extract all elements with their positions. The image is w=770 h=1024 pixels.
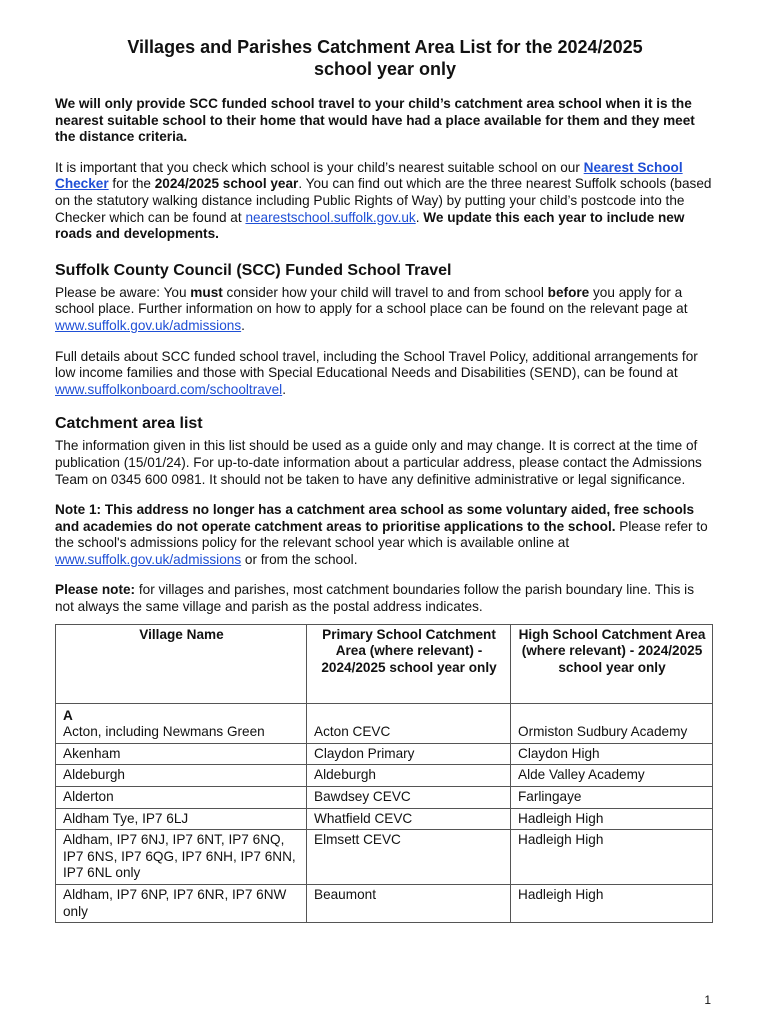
checker-paragraph: It is important that you check which school is your child’s nearest suitable school on our Nearest School Checker for the 2024/2025 school year. You can find out which are the three nearest Suffolk schools (based on the statutory walking distance including Public Rights of Way) by putting your child’s postcode into the Checker which can be found at nearestschool.suffolk.gov.uk. We update this each year to include new roads and developments. — [55, 159, 712, 242]
high-cell: Hadleigh High — [511, 830, 713, 885]
note-1-paragraph: Note 1: This address no longer has a catchment area school as some voluntary aided, free schools and academies do not operate catchment areas to prioritise applications to the school. Please refer to the school's admissions policy for the relevant school year which is available online at www.suffolk.gov.uk/admissions or from the school. — [55, 502, 708, 567]
village-cell: Aldham Tye, IP7 6LJ — [56, 808, 307, 830]
high-cell: Hadleigh High — [511, 808, 713, 830]
village-cell: Aldeburgh — [56, 765, 307, 787]
table-row — [56, 885, 713, 923]
primary-cell: Aldeburgh — [307, 765, 511, 787]
please-note-paragraph: Please note: for villages and parishes, most catchment boundaries follow the parish boundary line. This is not always the same village and parish as the postal address indicates. — [55, 582, 694, 615]
primary-cell: Elmsett CEVC — [307, 830, 511, 885]
primary-cell: Claydon Primary — [307, 743, 511, 765]
page-title — [55, 36, 715, 80]
table-row — [56, 787, 713, 809]
village-cell: Alderton — [56, 787, 307, 809]
table-header-row — [56, 624, 713, 703]
primary-cell: Acton CEVC — [307, 703, 511, 743]
village-cell: Akenham — [56, 743, 307, 765]
nearest-school-checker-link[interactable]: Nearest School Checker — [55, 159, 683, 192]
catchment-table — [55, 624, 713, 924]
header-primary: Primary School Catchment Area (where relevant) - 2024/2025 school year only — [307, 624, 511, 703]
header-high: High School Catchment Area (where relevant) - 2024/2025 school year only — [511, 624, 713, 703]
village-cell: A Acton, including Newmans Green — [56, 703, 307, 743]
high-cell: Alde Valley Academy — [511, 765, 713, 787]
primary-cell: Beaumont — [307, 885, 511, 923]
title-line-2: school year only — [313, 59, 457, 79]
admissions-link[interactable]: www.suffolk.gov.uk/admissions — [55, 317, 242, 333]
high-cell: Farlingaye — [511, 787, 713, 809]
primary-cell: Bawdsey CEVC — [307, 787, 511, 809]
travel-heading: Suffolk County Council (SCC) Funded School Travel — [55, 261, 452, 279]
travel-paragraph-2: Full details about SCC funded school travel, including the School Travel Policy, additional arrangements for low income families and those with Special Educational Needs and Disabilities (SEND), can be found at www.suffolkonboard.com/schooltravel. — [55, 348, 698, 397]
table-row — [56, 808, 713, 830]
table-row — [56, 830, 713, 885]
schooltravel-link[interactable]: www.suffolkonboard.com/schooltravel — [55, 381, 283, 397]
table-row — [56, 703, 713, 743]
table-row — [56, 743, 713, 765]
title-line-1: Villages and Parishes Catchment Area List for the 2024/2025 — [127, 37, 643, 57]
nearestschool-link[interactable]: nearestschool.suffolk.gov.uk — [245, 209, 416, 225]
header-village: Village Name — [56, 624, 307, 703]
high-cell: Claydon High — [511, 743, 713, 765]
intro-paragraph: We will only provide SCC funded school travel to your child’s catchment area school when it is the nearest suitable school to their home that would have had a place available for them and they meet the distance criteria. — [55, 96, 695, 145]
table-body — [56, 703, 713, 923]
table-row — [56, 765, 713, 787]
document-page — [55, 36, 715, 923]
village-cell: Aldham, IP7 6NP, IP7 6NR, IP7 6NW only — [56, 885, 307, 923]
section-letter: A — [63, 707, 73, 723]
high-cell: Hadleigh High — [511, 885, 713, 923]
catchment-paragraph: The information given in this list should be used as a guide only and may change. It is correct at the time of publication (15/01/24). For up-to-date information about a particular address, please contact the Admissions Team on 0345 600 0981. It should not be taken to have any definitive administrative or legal significance. — [55, 438, 702, 487]
high-cell: Ormiston Sudbury Academy — [511, 703, 713, 743]
village-cell: Aldham, IP7 6NJ, IP7 6NT, IP7 6NQ, IP7 6NS, IP7 6QG, IP7 6NH, IP7 6NN, IP7 6NL only — [56, 830, 307, 885]
catchment-heading: Catchment area list — [55, 415, 203, 433]
page-number: 1 — [704, 993, 711, 1007]
travel-paragraph-1: Please be aware: You must consider how your child will travel to and from school before you apply for a school place. Further information on how to apply for a school place can be found on the relevant page at www.suffolk.gov.uk/admissions. — [55, 284, 688, 333]
admissions-link-2[interactable]: www.suffolk.gov.uk/admissions — [55, 551, 242, 567]
primary-cell: Whatfield CEVC — [307, 808, 511, 830]
